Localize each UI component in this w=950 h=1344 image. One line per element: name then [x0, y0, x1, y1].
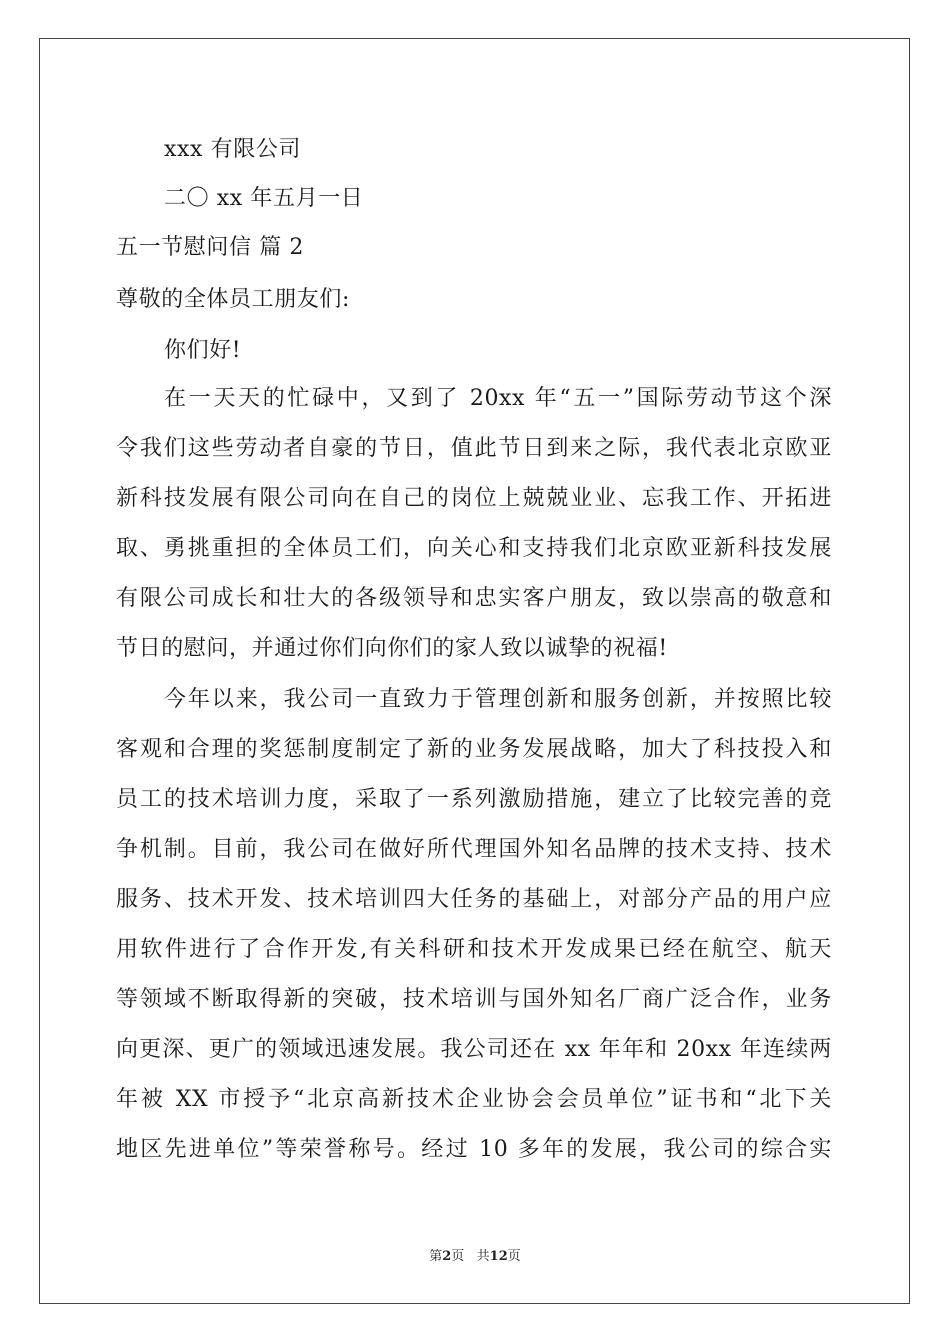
paragraph-2-line: 客观和合理的奖惩制度制定了新的业务发展战略，加大了科技投入和 — [116, 737, 832, 762]
footer-page-number: 2 — [442, 1249, 452, 1264]
footer-mid: 页 共 — [451, 1249, 490, 1264]
paragraph-2-line: 用软件进行了合作开发,有关科研和技术开发成果已经在航空、航天 — [116, 937, 832, 962]
closing-date: 二〇 xx 年五月一日 — [164, 186, 364, 211]
paragraph-2-line: 年被 XX 市授予“北京高新技术企业协会会员单位”证书和“北下关 — [116, 1087, 832, 1112]
paragraph-2-line: 向更深、更广的领域迅速发展。我公司还在 xx 年年和 20xx 年连续两 — [116, 1037, 832, 1062]
paragraph-2-line: 今年以来，我公司一直致力于管理创新和服务创新，并按照比较 — [164, 687, 832, 712]
paragraph-2-line: 争机制。目前，我公司在做好所代理国外知名品牌的技术支持、技术 — [116, 837, 832, 862]
paragraph-2-line: 等领域不断取得新的突破，技术培训与国外知名厂商广泛合作，业务 — [116, 987, 832, 1012]
footer-total-pages: 12 — [489, 1249, 508, 1264]
paragraph-2-line: 员工的技术培训力度，采取了一系列激励措施，建立了比较完善的竞 — [116, 787, 832, 812]
paragraph-1-line: 节日的慰问，并通过你们向你们的家人致以诚挚的祝福! — [116, 636, 668, 661]
page-footer — [0, 1248, 950, 1266]
paragraph-2-line: 地区先进单位”等荣誉称号。经过 10 多年的发展，我公司的综合实 — [116, 1137, 832, 1162]
greeting: 你们好! — [164, 338, 242, 363]
paragraph-1-line: 有限公司成长和壮大的各级领导和忠实客户朋友，致以崇高的敬意和 — [116, 586, 832, 611]
paragraph-2-line: 服务、技术开发、技术培训四大任务的基础上，对部分产品的用户应 — [116, 887, 832, 912]
closing-company: xxx 有限公司 — [164, 137, 302, 162]
footer-prefix: 第 — [429, 1249, 443, 1264]
section-title: 五一节慰问信 篇 2 — [116, 235, 304, 260]
paragraph-1-line: 在一天天的忙碌中，又到了 20xx 年“五一”国际劳动节这个深 — [164, 386, 832, 411]
salutation: 尊敬的全体员工朋友们: — [116, 287, 351, 312]
paragraph-1-line: 新科技发展有限公司向在自己的岗位上兢兢业业、忘我工作、开拓进 — [116, 486, 832, 511]
paragraph-1-line: 令我们这些劳动者自豪的节日，值此节日到来之际，我代表北京欧亚 — [116, 436, 832, 461]
paragraph-1-line: 取、勇挑重担的全体员工们，向关心和支持我们北京欧亚新科技发展 — [116, 536, 832, 561]
footer-suffix: 页 — [507, 1249, 521, 1264]
